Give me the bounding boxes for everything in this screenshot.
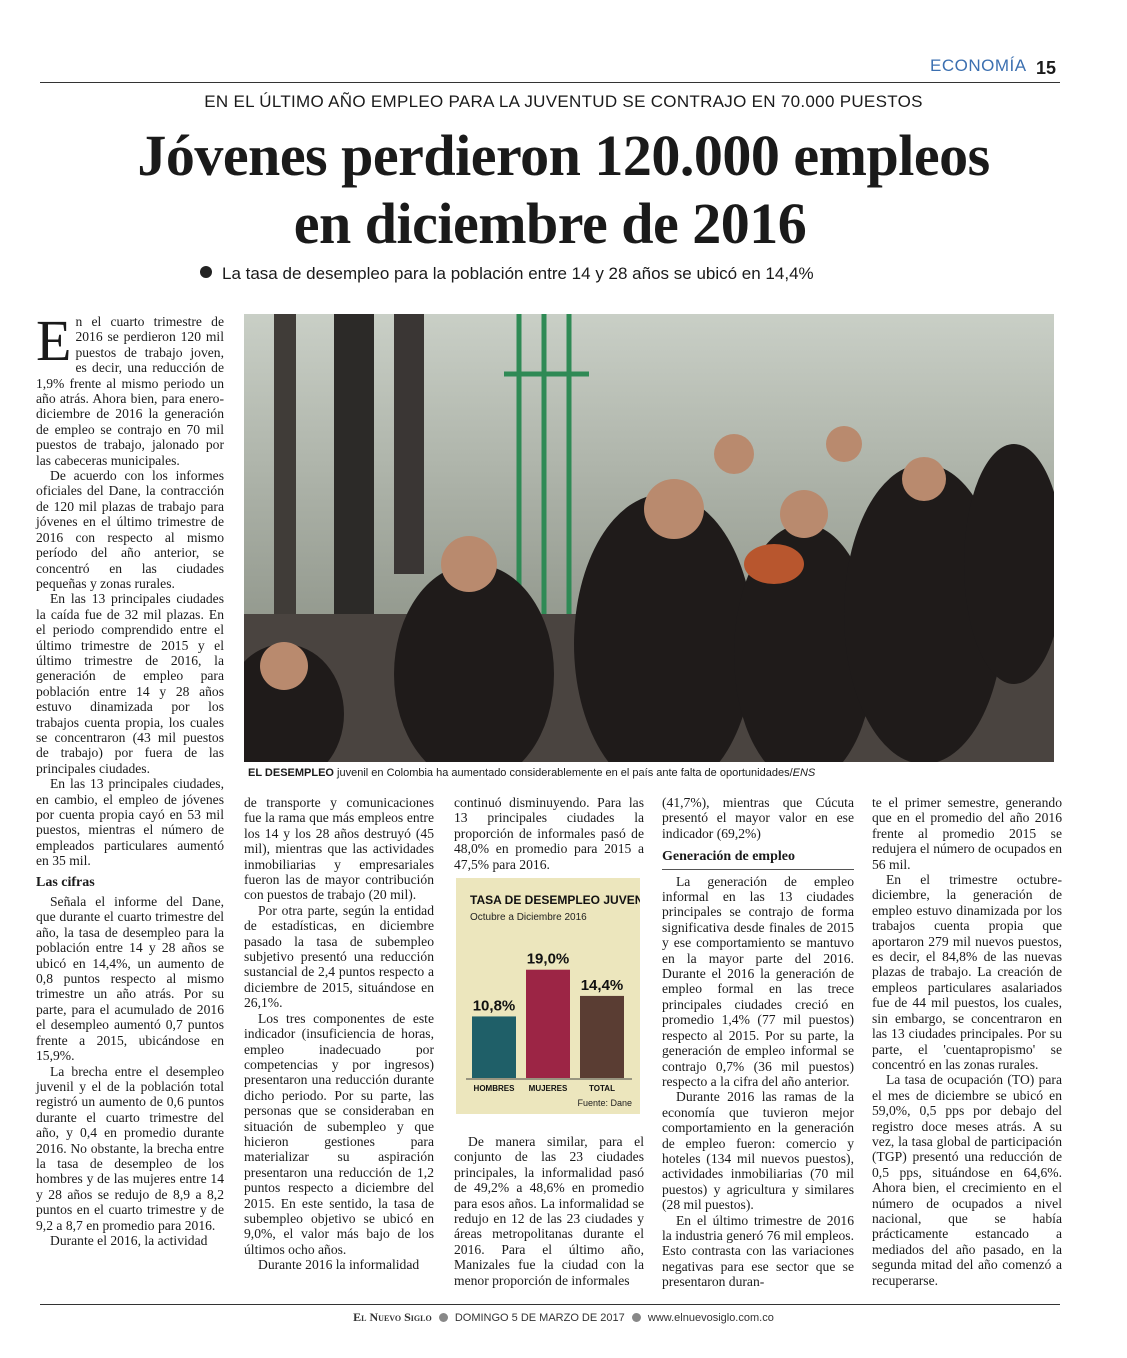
bar-hombres [472, 1016, 516, 1078]
section-label: ECONOMÍA [930, 56, 1027, 75]
col2-p1: de transporte y comunicaciones fue la rama que más empleos entre los 14 y los 28 años destruyó (45 mil), mientras que las actividades inmobiliarias y empresariales fueron las de mayor contribución con puestos de trabajo (20 mil). [244, 795, 434, 903]
col2-p2: Por otra parte, según la entidad de estadísticas, en diciembre pasado la tasa de subempleo subjetivo presentó una reducción sustancial de 2,4 puntos respecto a diciembre de 2015, situándose en 26,1%. [244, 902, 434, 1011]
category-label: TOTAL [589, 1084, 615, 1093]
col4-p3: Durante 2016 las ramas de la economía que tuvieron mejor comportamiento en la generación de empleo fueron: comercio y hoteles (134 mil nuevos puestos), actividades inmobiliarias (70 mil puestos) y agricultura y similares (28 mil puestos). [662, 1089, 854, 1213]
subheadline [200, 264, 814, 284]
bullet-icon [200, 266, 212, 278]
col5-p2: En el trimestre octubre-diciembre, la generación de empleo estuvo dinamizada por los trabajos cuenta propia que aportaron 279 mil nuevos puestos, es decir, el 84,8% de las nuevas plazas de trabajo. La creación de empleos particulares asalariados fue de 44 mil puestos, los cuales, sin embargo, se concentraron en las 13 ciudades principales. Por su parte, el 'cuentapropismo' se concentró en las zonas rurales. [872, 872, 1062, 1072]
masthead: El Nuevo Siglo [353, 1310, 432, 1324]
article-column-2 [244, 795, 434, 1273]
col3-p2: De manera similar, para el conjunto de las 23 ciudades principales, la informalidad pasó de 49,2% a 48,6% en promedio para esos años. La informalidad se redujo en 12 de las 23 ciudades y áreas metropolitanas durante el 2016. Para el último año, Manizales fue la ciudad con la menor proporción de informales [454, 1134, 644, 1288]
category-label: MUJERES [528, 1084, 568, 1093]
chart-title: TASA DE DESEMPLEO JUVENIL [470, 893, 640, 907]
dropcap: E [36, 308, 72, 373]
article-column-3-lower [454, 1134, 644, 1288]
col4-p4: En el último trimestre de 2016 la industria generó 76 mil empleos. Esto contrasta con las variaciones negativas para ese sector que se presentaron duran- [662, 1212, 854, 1290]
kicker: EN EL ÚLTIMO AÑO EMPLEO PARA LA JUVENTUD SE CONTRAJO EN 70.000 PUESTOS [204, 92, 923, 111]
chart-source: Fuente: Dane [577, 1098, 632, 1108]
footer-url[interactable]: www.elnuevosiglo.com.co [647, 1312, 774, 1324]
unemployment-bar-chart [456, 878, 640, 1114]
subheadline-text: La tasa de desempleo para la población entre 14 y 28 años se ubicó en 14,4% [222, 264, 814, 283]
col1-p5: Señala el informe del Dane, que durante el cuarto trimestre del año, la tasa de desempleo para la población entre 14 y 28 años se ubicó en 14,4%, un aumento de 0,8 puntos respecto al mismo trimestre un año atrás. Por su parte, para el acumulado de 2016 el desempleo aumentó 0,7 puntos frente a 2015, ubicándose en 15,9%. [36, 894, 224, 1064]
article-column-1 [36, 308, 224, 1248]
article-column-3 [454, 795, 644, 872]
bar-value-label: 19,0% [526, 950, 570, 968]
col1-p7: Durante el 2016, la actividad [50, 1232, 208, 1248]
col1-p4: En las 13 principales ciudades, en cambio, el empleo de jóvenes por cuenta propia cayó en 53 mil puestos, mientras el número de empleados particulares aumentó en 35 mil. [36, 776, 224, 869]
col2-p4: Durante 2016 la informalidad [258, 1257, 420, 1273]
col1-p3: En las 13 principales ciudades la caída fue de 32 mil plazas. En el periodo comprendido entre el último trimestre de 2015 y el último trimestre de 2016, la generación de empleo para población entre 14 y 28 años estuvo dinamizada por los trabajos cuenta propia, los cuales se concentraron (43 mil puestos de trabajo) por fuera de las principales ciudades. [36, 591, 224, 776]
headline-line-1: Jóvenes perdieron 120.000 empleos [137, 123, 990, 188]
col1-p6: La brecha entre el desempleo juvenil y el de la población total registró un aumento de 0,6 puntos durante el cuarto trimestre del año, y 0,4 en promedio durante 2016. No obstante, la brecha entre la tasa de desempleo de los hombres y de las mujeres entre 14 y 28 años se redujo de 8,9 a 8,2 puntos en el cuarto trimestre y de 9,2 a 8,7 en promedio para 2016. [36, 1063, 224, 1233]
footer [0, 1310, 1127, 1325]
crowd-photo-illustration [244, 314, 1054, 762]
chart-subtitle: Octubre a Diciembre 2016 [470, 912, 587, 923]
subhead-generacion: Generación de empleo [662, 849, 854, 869]
header-rule [40, 82, 1060, 83]
photo-caption [248, 767, 1048, 779]
footer-rule [40, 1304, 1060, 1305]
col5-p3: La tasa de ocupación (TO) para el mes de diciembre se ubicó en 59,0%, 0,5 pps por debajo del registro doce meses atrás. A su vez, la tasa global de participación (TGP) presentó una reducción de 0,5 pps, situándose en 64,6%. Ahora bien, el crecimiento en el número de ocupados a nivel nacional, que se había prácticamente estancado a mediados del año pasado, en la segunda mitad del año comenzó a recuperarse. [872, 1072, 1062, 1288]
col3-p1: continuó disminuyendo. Para las 13 principales ciudades la proporción de informales pasó de 48,0% en promedio para 2015 a 47,5% para 2016. [454, 795, 644, 872]
caption-credit: ENS [792, 767, 816, 779]
article-column-5 [872, 795, 1062, 1288]
chart-box [456, 878, 640, 1114]
bar-value-label: 14,4% [580, 976, 624, 994]
col5-p1: te el primer semestre, generando que en el promedio del año 2016 frente al promedio 2015 se redujera el número de ocupados en 56 mil. [872, 795, 1062, 872]
footer-date: DOMINGO 5 DE MARZO DE 2017 [454, 1312, 625, 1324]
bar-value-label: 10,8% [472, 997, 516, 1015]
caption-text: juvenil en Colombia ha aumentado considerablemente en el país ante falta de oportunidades/ [333, 767, 793, 779]
col1-p1: n el cuarto trimestre de 2016 se perdieron 120 mil puestos de trabajo joven, es decir, una reducción de 1,9% frente al mismo periodo un año atrás. Ahora bien, para enero-diciembre de 2016 la generación de empleo se contrajo en 70 mil puestos de trabajo, jalonado por las cabeceras municipales. [36, 314, 224, 468]
dot-icon [632, 1313, 641, 1322]
dot-icon [439, 1313, 448, 1322]
caption-bold: EL DESEMPLEO [248, 767, 334, 779]
col4-p1: (41,7%), mientras que Cúcuta presentó el mayor valor en ese indicador (69,2%) [662, 795, 854, 841]
col2-p3: Los tres componentes de este indicador (insuficiencia de horas, empleo inadecuado por competencias y por ingresos) presentaron una reducción durante dicho periodo. Por su parte, las personas que se consideraban en situación de subempleo y que hicieron gestiones para materializar su aspiración presentaron una reducción de 1,2 puntos respecto a diciembre del 2015. En este sentido, la tasa de subempleo objetivo se ubicó en 9,0%, el valor más bajo de los últimos ocho años. [244, 1010, 434, 1257]
bar-mujeres [526, 970, 570, 1078]
category-label: HOMBRES [473, 1084, 515, 1093]
bar-total [580, 996, 624, 1078]
col4-p2: La generación de empleo informal en las 13 ciudades principales se contrajo de forma significativa desde finales de 2015 y ese comportamiento se mantuvo en la mayor parte del 2016. Durante el 2016 la generación de empleo formal en las trece principales ciudades creció en promedio 1,4% (77 mil puestos) respecto al 2015. Por su parte, la generación de empleo informal se contrajo 0,7% (36 mil puestos) respecto a la cifra del año anterior. [662, 873, 854, 1089]
article-column-4 [662, 795, 854, 1290]
page-number: 15 [1036, 58, 1057, 78]
subhead-cifras: Las cifras [36, 874, 95, 890]
headline-line-2: en diciembre de 2016 [293, 191, 807, 256]
article-photo [244, 314, 1054, 762]
col1-p2: De acuerdo con los informes oficiales del Dane, la contracción de 120 mil plazas de trabajo para jóvenes en el último trimestre de 2016 con respecto al mismo período del año anterior, se concentró en las ciudades pequeñas y zonas rurales. [36, 468, 224, 591]
